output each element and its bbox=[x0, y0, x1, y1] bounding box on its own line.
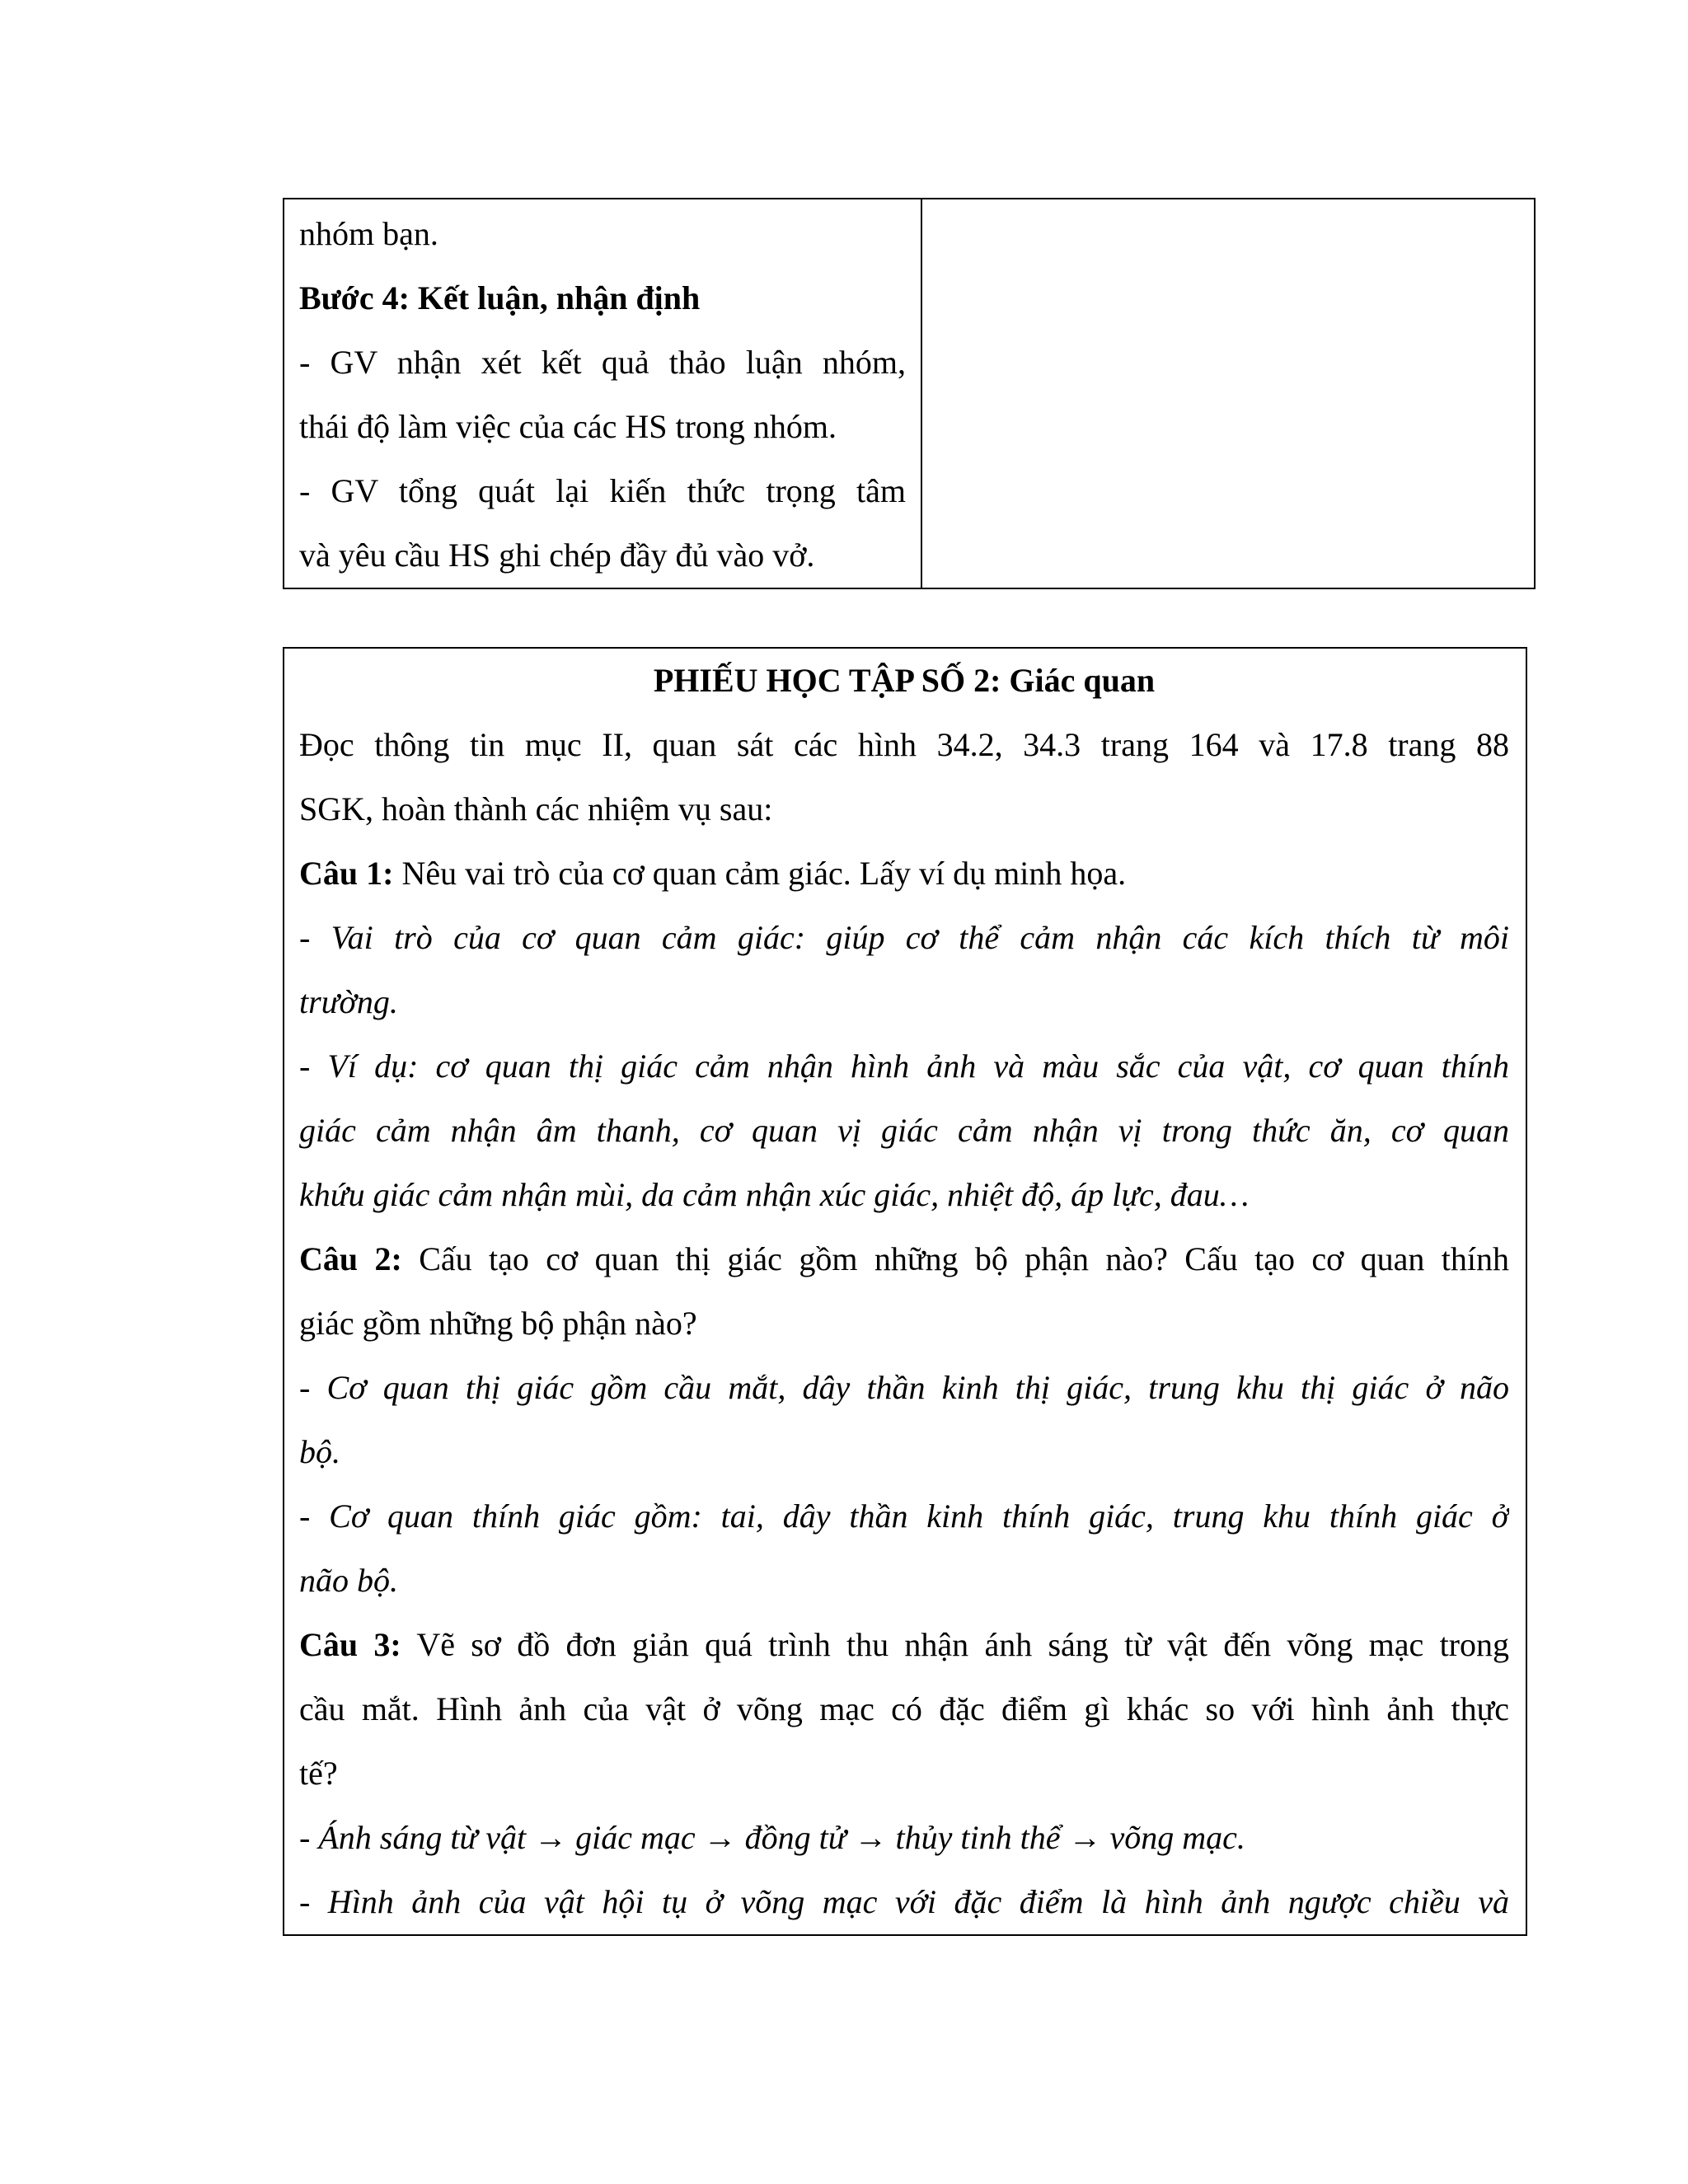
text-line: và yêu cầu HS ghi chép đầy đủ vào vở. bbox=[299, 537, 815, 574]
text-line: - GV nhận xét kết quả thảo luận nhóm, bbox=[299, 344, 906, 381]
activity-cell bbox=[284, 199, 921, 588]
question-text: Cấu tạo cơ quan thị giác gồm những bộ phận nào? Cấu tạo cơ quan thính bbox=[401, 1240, 1509, 1277]
text-line: nhóm bạn. bbox=[299, 215, 438, 252]
question-label: Câu 1: bbox=[299, 855, 394, 892]
question-2 bbox=[299, 1227, 1509, 1291]
question-text: tế? bbox=[299, 1755, 338, 1792]
product-cell bbox=[921, 199, 1535, 588]
answer-text: trường. bbox=[299, 983, 398, 1020]
worksheet-title: PHIẾU HỌC TẬP SỐ 2: Giác quan bbox=[653, 662, 1156, 699]
question-3 bbox=[299, 1613, 1509, 1677]
answer-text: não bộ. bbox=[299, 1562, 398, 1599]
question-text: Vẽ sơ đồ đơn giản quá trình thu nhận ánh sáng từ vật đến võng mạc trong bbox=[401, 1626, 1509, 1663]
question-text: cầu mắt. Hình ảnh của vật ở võng mạc có đặc điểm gì khác so với hình ảnh thực bbox=[299, 1690, 1509, 1727]
answer-text: khứu giác cảm nhận mùi, da cảm nhận xúc giác, nhiệt độ, áp lực, đau… bbox=[299, 1176, 1250, 1213]
intro-text: SGK, hoàn thành các nhiệm vụ sau: bbox=[299, 790, 773, 827]
answer-text: - Ví dụ: cơ quan thị giác cảm nhận hình ảnh và màu sắc của vật, cơ quan thính bbox=[299, 1047, 1509, 1085]
answer-text: - Vai trò của cơ quan cảm giác: giúp cơ thể cảm nhận các kích thích từ môi bbox=[299, 919, 1509, 956]
intro-text: Đọc thông tin mục II, quan sát các hình 34.2, 34.3 trang 164 và 17.8 trang 88 bbox=[299, 726, 1509, 763]
worksheet-table bbox=[283, 647, 1527, 1936]
text-line: thái độ làm việc của các HS trong nhóm. bbox=[299, 408, 837, 445]
answer-text: bộ. bbox=[299, 1433, 340, 1470]
question-label: Câu 2: bbox=[299, 1240, 402, 1277]
answer-text: giác cảm nhận âm thanh, cơ quan vị giác cảm nhận vị trong thức ăn, cơ quan bbox=[299, 1112, 1509, 1149]
step4-heading: Bước 4: Kết luận, nhận định bbox=[299, 279, 701, 316]
text-line: - GV tổng quát lại kiến thức trọng tâm bbox=[299, 472, 906, 509]
answer-text: - Cơ quan thị giác gồm cầu mắt, dây thần kinh thị giác, trung khu thị giác ở não bbox=[299, 1369, 1509, 1406]
answer-text: - Cơ quan thính giác gồm: tai, dây thần kinh thính giác, trung khu thính giác ở bbox=[299, 1497, 1509, 1535]
worksheet-cell bbox=[284, 648, 1526, 1935]
answer-text: - Ánh sáng từ vật → giác mạc → đồng tử → thủy tinh thể → võng mạc. bbox=[299, 1819, 1245, 1856]
table-row bbox=[284, 648, 1526, 1935]
answer-text: - Hình ảnh của vật hội tụ ở võng mạc với đặc điểm là hình ảnh ngược chiều và bbox=[299, 1883, 1509, 1920]
question-text: giác gồm những bộ phận nào? bbox=[299, 1305, 697, 1342]
question-label: Câu 3: bbox=[299, 1626, 401, 1663]
lesson-plan-table bbox=[283, 198, 1536, 589]
question-text: Nêu vai trò của cơ quan cảm giác. Lấy ví dụ minh họa. bbox=[393, 855, 1127, 892]
table-row bbox=[284, 199, 1535, 588]
question-1 bbox=[299, 841, 1509, 906]
